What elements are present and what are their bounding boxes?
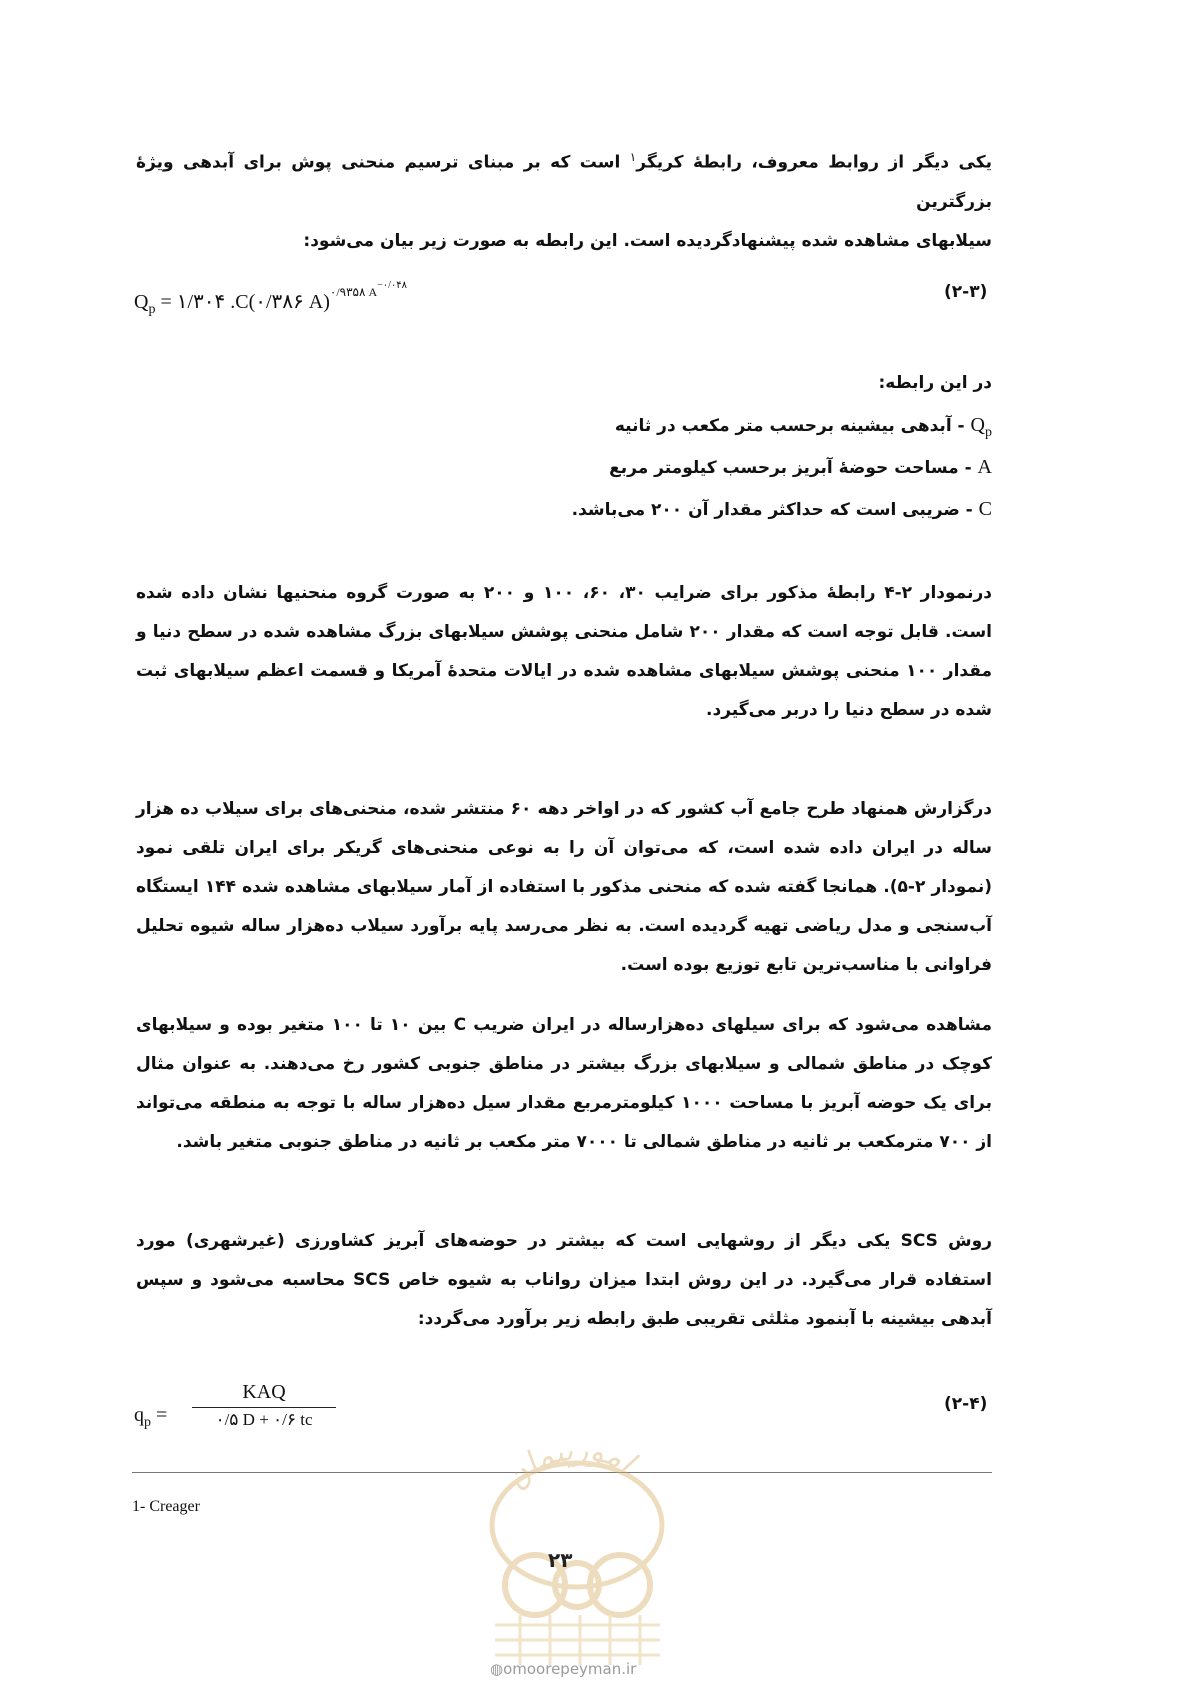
scs-method-paragraph: روش SCS یکی دیگر از روشهایی است که بیشتر در حوضه‌های آبریز کشاورزی (غیرشهری) مورد استفاده قرار می‌گیرد. در این روش ابتدا میزان رواناب به شیوه خاص SCS محاسبه می‌شود و سپس آبدهی بیشینه با آبنمود مثلثی تقریبی طبق رابطه زیر برآورد می‌گردد: [136, 1231, 992, 1329]
svg-text:امورپیمان [497, 1435, 643, 1496]
equation-4-2-lhs: $q_p$ = [134, 1404, 168, 1430]
definition-a: A - مساحت حوضهٔ آبریز برحسب کیلومتر مربع [609, 456, 992, 478]
fraction-denominator: ۰/۵ D + ۰/۶ tc [215, 1410, 313, 1429]
equation-3-2: $Q_p$ = ۱/۳۰۴ .C(۰/۳۸۶ A)$^{۰/۹۳۵۸ A-۰/۰۴۸}$ [134, 280, 408, 317]
coefficient-range-paragraph: مشاهده می‌شود که برای سیلهای ده‌هزارساله در ایران ضریب C بین ۱۰ تا ۱۰۰ متغیر بوده و سیلابهای کوچک در مناطق شمالی و سیلابهای بزرگ بیشتر در مناطق جنوبی کشور رخ می‌دهند. به عنوان مثال برای یک حوضه آبریز با مساحت ۱۰۰۰ کیلومترمربع مقدار سیل ده‌هزار ساله با توجه به منطقه می‌تواند از ۷۰۰ مترمکعب بر ثانیه در مناطق شمالی تا ۷۰۰۰ متر مکعب بر ثانیه در مناطق جنوبی متغیر باشد. [136, 1015, 993, 1152]
equation-number-4-2: (۲-۴) [944, 1394, 988, 1414]
definition-c: C - ضریبی است که حداکثر مقدار آن ۲۰۰ می‌باشد. [571, 498, 992, 520]
footnote: 1- Creager [132, 1498, 200, 1515]
page-number: ۲۳ [548, 1548, 573, 1572]
equation-number-3-2: (۲-۳) [944, 282, 988, 302]
watermark-logo-text: امورپیمان [497, 1435, 641, 1497]
globe-icon: ◍ [490, 1660, 504, 1678]
watermark-url: ◍omoorepeyman.ir [490, 1660, 637, 1678]
watermark-logo [480, 1435, 675, 1675]
intro-paragraph: یکی دیگر از روابط معروف، رابطهٔ کریگر$^۱$ است که بر مبنای ترسیم منحنی پوش برای آبدهی ویژهٔ بزرگترین سیلابهای مشاهده شده پیشنهادگردیده است. این رابطه به صورت زیر بیان می‌شود: [136, 150, 992, 251]
equation-4-2-fraction [192, 1380, 336, 1432]
fraction-numerator: KAQ [242, 1381, 286, 1403]
national-plan-paragraph: درگزارش همنهاد طرح جامع آب کشور که در اواخر دهه ۶۰ منتشر شده، منحنی‌های برای سیلاب ده هزار ساله در ایران داده شده است، که می‌توان آن را به نوعی منحنی‌های گریکر برای ایران تلقی نمود (نمودار ۲-۵). همانجا گفته شده که منحنی مذکور با استفاده از آمار سیلابهای مشاهده شده ۱۴۴ ایستگاه آب‌سنجی و مدل ریاضی تهیه گردیده است. به نظر می‌رسد پایه برآورد سیلاب ده‌هزار ساله شیوه تحلیل فراوانی با مناسب‌ترین تابع توزیع بوده است. [136, 799, 992, 975]
footnote-marker: ۱ [629, 150, 637, 164]
chart-reference-paragraph: درنمودار ۲-۴ رابطهٔ مذکور برای ضرایب ۳۰، ۶۰، ۱۰۰ و ۲۰۰ به صورت گروه منحنیها نشان داده شده است. قابل توجه است که مقدار ۲۰۰ شامل منحنی پوشش سیلابهای بزرگ مشاهده شده در سطح دنیا و مقدار ۱۰۰ منحنی پوشش سیلابهای مشاهده شده در ایالات متحدهٔ آمریکا و قسمت اعظم سیلابهای ثبت شده در سطح دنیا را دربر می‌گیرد. [136, 583, 993, 720]
definitions-intro: در این رابطه: [878, 373, 992, 393]
definition-qp: $Q_p$ - آبدهی بیشینه برحسب متر مکعب در ثانیه [614, 414, 992, 440]
variable-definitions [492, 362, 992, 530]
